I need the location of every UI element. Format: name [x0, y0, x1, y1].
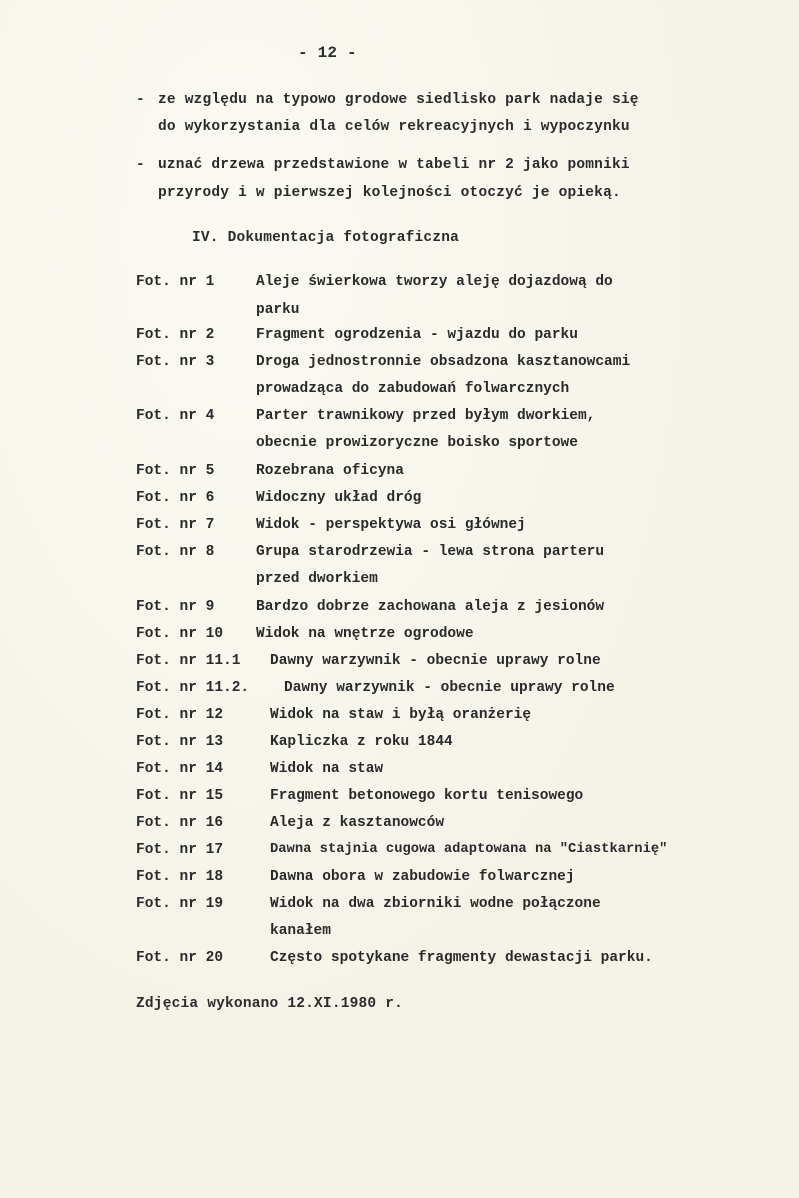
bullet-line: ze względu na typowo grodowe siedlisko park nadaje się — [158, 92, 639, 108]
photo-label: Fot. nr 11.1 — [136, 653, 241, 669]
photo-description: Widoczny układ dróg — [256, 490, 422, 506]
photo-description: parku — [256, 302, 300, 318]
photo-description: obecnie prowizoryczne boisko sportowe — [256, 435, 578, 451]
photo-description: Droga jednostronnie obsadzona kasztanowcami — [256, 354, 631, 370]
photo-description: Rozebrana oficyna — [256, 463, 404, 479]
photo-description: Fragment ogrodzenia - wjazdu do parku — [256, 327, 578, 343]
photo-label: Fot. nr 17 — [136, 842, 224, 858]
photo-label: Fot. nr 20 — [136, 950, 224, 966]
photo-description: przed dworkiem — [256, 571, 378, 587]
photo-description: Aleja z kasztanowców — [270, 815, 445, 831]
section-heading: IV. Dokumentacja fotograficzna — [192, 230, 460, 246]
photo-label: Fot. nr 19 — [136, 896, 224, 912]
photo-label: Fot. nr 1 — [136, 274, 215, 290]
photo-description: Widok na wnętrze ogrodowe — [256, 626, 474, 642]
photo-description: Widok na dwa zbiorniki wodne połączone — [270, 896, 601, 912]
photo-description: Dawna stajnia cugowa adaptowana na "Ciastkarnię" — [270, 842, 668, 857]
photo-label: Fot. nr 2 — [136, 327, 215, 343]
photo-description: Bardzo dobrze zachowana aleja z jesionów — [256, 599, 605, 615]
footer-note: Zdjęcia wykonano 12.XI.1980 r. — [136, 996, 404, 1012]
photo-label: Fot. nr 8 — [136, 544, 215, 560]
photo-label: Fot. nr 9 — [136, 599, 215, 615]
bullet-line: do wykorzystania dla celów rekreacyjnych i wypoczynku — [158, 119, 630, 135]
photo-label: Fot. nr 4 — [136, 408, 215, 424]
photo-description: prowadząca do zabudowań folwarcznych — [256, 381, 570, 397]
photo-label: Fot. nr 7 — [136, 517, 215, 533]
photo-label: Fot. nr 12 — [136, 707, 224, 723]
page-number: - 12 - — [298, 44, 357, 62]
photo-description: Często spotykane fragmenty dewastacji parku. — [270, 950, 653, 966]
photo-description: Kapliczka z roku 1844 — [270, 734, 453, 750]
photo-description: kanałem — [270, 923, 331, 939]
bullet-dash: - — [136, 157, 145, 173]
photo-label: Fot. nr 18 — [136, 869, 224, 885]
photo-description: Widok - perspektywa osi głównej — [256, 517, 526, 533]
photo-description: Grupa starodrzewia - lewa strona parteru — [256, 544, 605, 560]
photo-description: Parter trawnikowy przed byłym dworkiem, — [256, 408, 596, 424]
photo-description: Widok na staw — [270, 761, 384, 777]
photo-label: Fot. nr 14 — [136, 761, 224, 777]
photo-description: Fragment betonowego kortu tenisowego — [270, 788, 584, 804]
bullet-line: przyrody i w pierwszej kolejności otoczyć je opieką. — [158, 185, 621, 201]
photo-label: Fot. nr 5 — [136, 463, 215, 479]
bullet-dash: - — [136, 92, 145, 108]
photo-label: Fot. nr 11.2. — [136, 680, 250, 696]
photo-label: Fot. nr 6 — [136, 490, 215, 506]
photo-description: Aleje świerkowa tworzy aleję dojazdową do — [256, 274, 613, 290]
photo-label: Fot. nr 10 — [136, 626, 224, 642]
photo-description: Dawny warzywnik - obecnie uprawy rolne — [284, 680, 615, 696]
bullet-line: uznać drzewa przedstawione w tabeli nr 2 jako pomniki — [158, 157, 630, 173]
photo-label: Fot. nr 16 — [136, 815, 224, 831]
photo-description: Widok na staw i byłą oranżerię — [270, 707, 532, 723]
photo-description: Dawna obora w zabudowie folwarcznej — [270, 869, 575, 885]
photo-label: Fot. nr 3 — [136, 354, 215, 370]
photo-description: Dawny warzywnik - obecnie uprawy rolne — [270, 653, 601, 669]
photo-label: Fot. nr 15 — [136, 788, 224, 804]
photo-label: Fot. nr 13 — [136, 734, 224, 750]
